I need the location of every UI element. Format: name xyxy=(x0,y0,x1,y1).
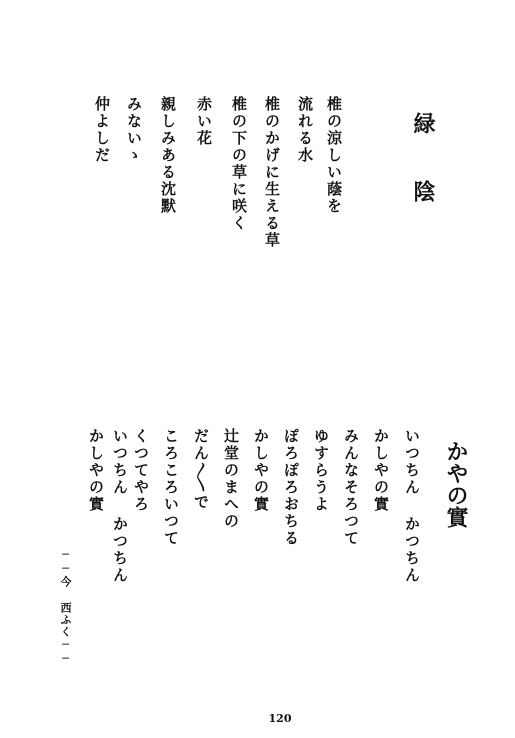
poem1-line-3: 椎のかげに生える草 xyxy=(263,96,281,249)
poem1-line-5: 赤い花 xyxy=(195,96,213,147)
poem2-line-5: ぽろぽろおちる xyxy=(282,428,300,547)
poem2-line-11: いつちん かつちん xyxy=(111,428,129,584)
poem2-line-8: だん〳〵で xyxy=(192,428,210,511)
poem2-line-12: かしやの實 xyxy=(87,428,105,513)
poem2-title: かやの實 xyxy=(443,440,469,528)
poem1-title-char-1: 緑 xyxy=(410,112,436,134)
poem1-line-6: 親しみある沈默 xyxy=(159,96,177,215)
poem1-line-8: 仲よしだ xyxy=(93,96,111,164)
poem2-line-1: いつちん かつちん xyxy=(403,428,421,584)
poem2-line-4: ゆすらうよ xyxy=(312,428,330,513)
poem1-line-1: 椎の涼しい蔭を xyxy=(325,96,343,215)
author-byline: ──今 西ふく── xyxy=(59,548,72,666)
poem2-line-6: かしやの實 xyxy=(252,428,270,513)
page-number: 120 xyxy=(268,712,292,725)
poem1-line-7: みないゝ xyxy=(125,96,143,164)
poem1-title-char-2: 陰 xyxy=(410,180,436,202)
poem2-line-7: 辻堂のまへの xyxy=(222,428,240,530)
poem2-line-2: かしやの實 xyxy=(372,428,390,513)
poem1-line-2: 流れる水 xyxy=(296,96,314,164)
poem1-line-4: 椎の下の草に咲く xyxy=(230,96,248,232)
poem2-line-3: みんなそろつて xyxy=(342,428,360,547)
poem2-line-9: ころころいつて xyxy=(162,428,180,547)
poem2-line-10: くつてやろ xyxy=(132,428,150,513)
